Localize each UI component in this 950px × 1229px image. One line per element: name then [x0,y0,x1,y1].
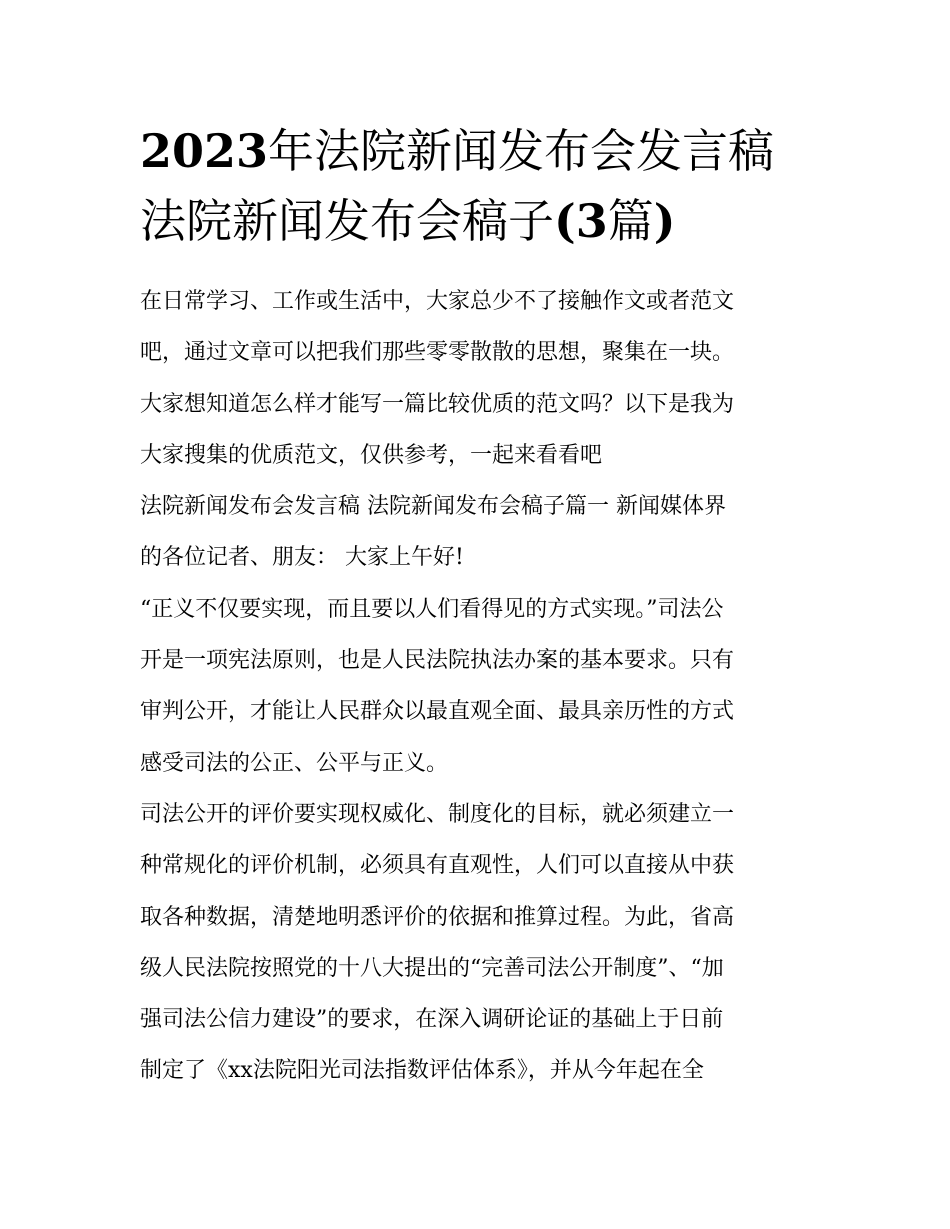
body-line: 审判公开，才能让人民群众以最直观全面、最具亲历性的方式 [140,699,735,725]
body-line: 大家想知道怎么样才能写一篇比较优质的范文吗？以下是我为 [140,391,735,417]
title-line-2: 法院新闻发布会稿子(3篇) [140,194,676,248]
body-line: 司法公开的评价要实现权威化、制度化的目标，就必须建立一 [140,801,735,827]
body-line: 的各位记者、朋友： 大家上午好! [140,545,464,571]
document-title [140,116,820,256]
body-line: 开是一项宪法原则，也是人民法院执法办案的基本要求。只有 [140,648,735,674]
body-line: 制定了《xx法院阳光司法指数评估体系》，并从今年起在全 [140,1058,704,1084]
document-body [140,276,815,1097]
body-line: 级人民法院按照党的十八大提出的“完善司法公开制度”、“加 [140,955,724,981]
body-line: 种常规化的评价机制，必须具有直观性，人们可以直接从中获 [140,853,735,879]
body-line: 大家搜集的优质范文，仅供参考，一起来看看吧 [140,442,603,468]
body-line: “正义不仅要实现，而且要以人们看得见的方式实现。”司法公 [140,596,724,622]
body-line: 感受司法的公正、公平与正义。 [140,750,449,776]
body-line: 法院新闻发布会发言稿 法院新闻发布会稿子篇一 新闻媒体界 [140,494,726,520]
body-line: 在日常学习、工作或生活中，大家总少不了接触作文或者范文 [140,289,735,314]
body-line: 取各种数据，清楚地明悉评价的依据和推算过程。为此，省高 [140,904,735,930]
body-line: 强司法公信力建设”的要求，在深入调研论证的基础上于日前 [140,1007,724,1033]
body-line: 吧，通过文章可以把我们那些零零散散的思想，聚集在一块。 [140,340,735,366]
title-line-1: 2023年法院新闻发布会发言稿 [140,124,775,178]
